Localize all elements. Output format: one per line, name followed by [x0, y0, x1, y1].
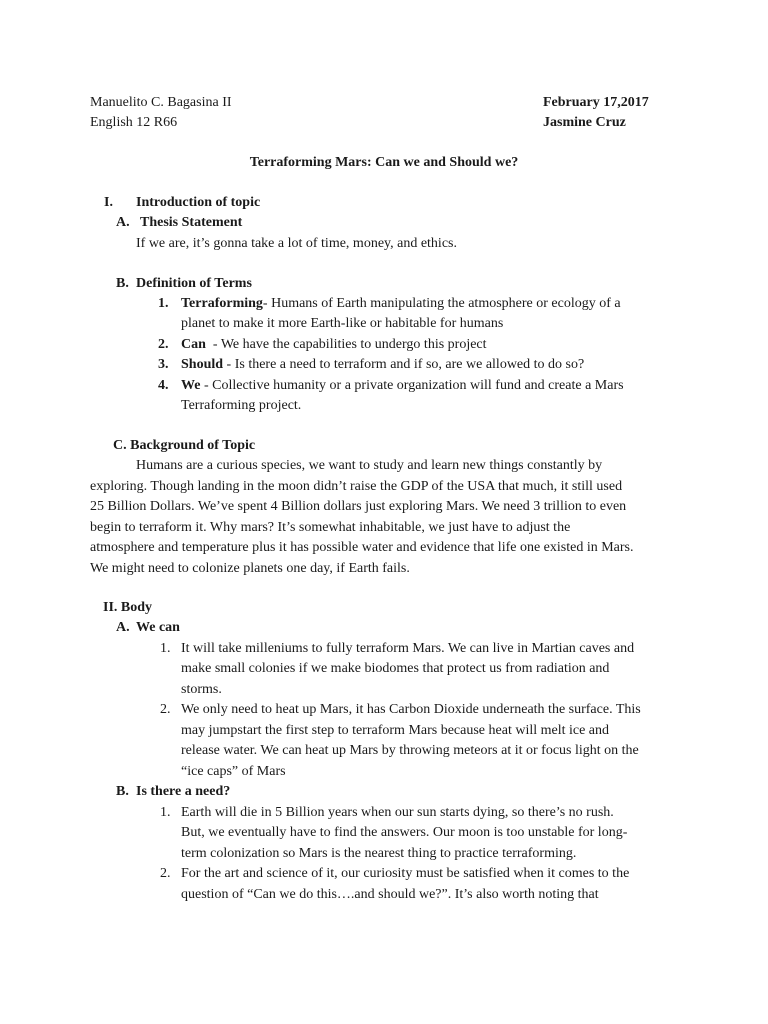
page-title: Terraforming Mars: Can we and Should we?	[249, 155, 519, 170]
definition-sep: -	[223, 357, 235, 372]
list-item-line: storms.	[181, 682, 222, 697]
subsection-heading: C. Background of Topic	[113, 438, 256, 453]
paragraph-line: atmosphere and temperature plus it has possible water and evidence that life one existed in Mars.	[90, 540, 634, 555]
subsection-letter: A.	[116, 215, 130, 230]
subsection-heading: Definition of Terms	[136, 276, 252, 291]
definition-term: Should	[181, 357, 224, 372]
definition-text-cont: planet to make it more Earth-like or habitable for humans	[181, 316, 504, 331]
paragraph-line: Humans are a curious species, we want to study and learn new things constantly by	[136, 458, 603, 473]
author-name: Manuelito C. Bagasina II	[90, 95, 232, 110]
paragraph-line: exploring. Though landing in the moon didn’t raise the GDP of the USA that much, it still used	[90, 479, 623, 494]
list-number: 2.	[158, 337, 169, 352]
list-item-line: But, we eventually have to find the answers. Our moon is too unstable for long-	[181, 825, 628, 840]
definition-text-cont: Terraforming project.	[181, 398, 302, 413]
list-number: 1.	[160, 805, 171, 820]
section-heading: II. Body	[103, 600, 153, 615]
definition-sep: -	[262, 296, 272, 311]
definition-term: Terraforming	[181, 296, 263, 311]
definition-term: We	[181, 378, 201, 393]
list-item-line: “ice caps” of Mars	[181, 764, 286, 779]
definition-item	[181, 376, 624, 396]
section-heading: Introduction of topic	[136, 195, 261, 210]
list-item-line: term colonization so Mars is the nearest thing to practice terraforming.	[181, 846, 577, 861]
teacher-name: Jasmine Cruz	[543, 115, 626, 130]
definition-text: Collective humanity or a private organization will fund and create a Mars	[212, 378, 624, 393]
list-item-line: release water. We can heat up Mars by throwing meteors at it or focus light on the	[181, 743, 639, 758]
paragraph-line: We might need to colonize planets one day, if Earth fails.	[90, 561, 410, 576]
definition-text: Is there a need to terraform and if so, are we allowed to do so?	[234, 357, 585, 372]
paragraph-line: begin to terraform it. Why mars? It’s somewhat inhabitable, we just have to adjust the	[90, 520, 571, 535]
list-number: 2.	[160, 702, 171, 717]
definition-text: Humans of Earth manipulating the atmosphere or ecology of a	[271, 296, 621, 311]
list-number: 1.	[160, 641, 171, 656]
subsection-heading: Thesis Statement	[140, 215, 243, 230]
document-date: February 17,2017	[543, 95, 649, 110]
paragraph-line: 25 Billion Dollars. We’ve spent 4 Billion dollars just exploring Mars. We need 3 trillion to even	[90, 499, 627, 514]
subsection-letter: B.	[116, 276, 129, 291]
list-item-line: may jumpstart the first step to terraform Mars because heat will melt ice and	[181, 723, 610, 738]
section-numeral: I.	[104, 195, 113, 210]
subsection-heading: Is there a need?	[136, 784, 231, 799]
list-item-line: For the art and science of it, our curiosity must be satisfied when it comes to the	[181, 866, 630, 881]
course-label: English 12 R66	[90, 115, 178, 130]
thesis-text: If we are, it’s gonna take a lot of time, money, and ethics.	[136, 236, 457, 251]
list-item-line: make small colonies if we make biodomes that protect us from radiation and	[181, 661, 610, 676]
definition-item	[181, 355, 584, 375]
list-item-line: It will take milleniums to fully terraform Mars. We can live in Martian caves and	[181, 641, 635, 656]
list-number: 3.	[158, 357, 169, 372]
list-item-line: question of “Can we do this….and should we?”. It’s also worth noting that	[181, 887, 599, 902]
definition-item	[181, 335, 487, 355]
definition-sep: -	[205, 337, 221, 352]
list-item-line: Earth will die in 5 Billion years when our sun starts dying, so there’s no rush.	[181, 805, 614, 820]
definition-text: We have the capabilities to undergo this project	[220, 337, 487, 352]
definition-sep: -	[200, 378, 213, 393]
subsection-heading: We can	[136, 620, 180, 635]
definition-term: Can	[181, 337, 206, 352]
subsection-letter: B.	[116, 784, 129, 799]
list-number: 4.	[158, 378, 169, 393]
subsection-letter: A.	[116, 620, 130, 635]
list-item-line: We only need to heat up Mars, it has Carbon Dioxide underneath the surface. This	[181, 702, 641, 717]
list-number: 2.	[160, 866, 171, 881]
list-number: 1.	[158, 296, 169, 311]
definition-item	[181, 294, 621, 314]
